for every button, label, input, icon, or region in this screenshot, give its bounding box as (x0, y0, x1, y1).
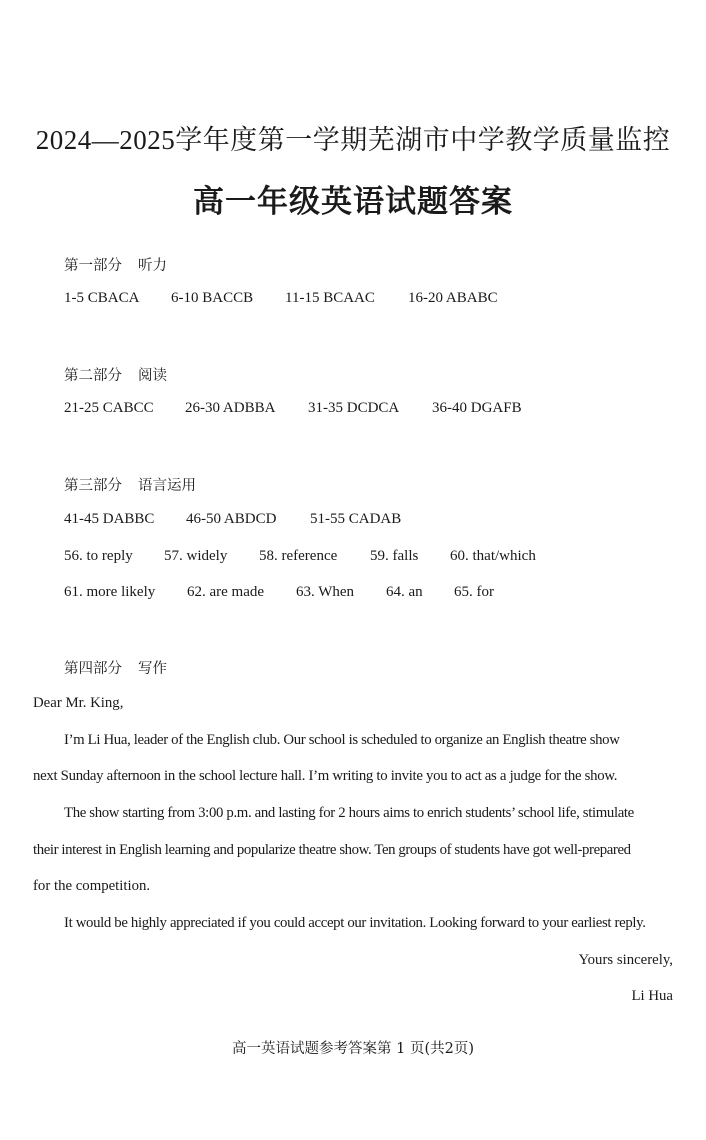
answer-item: 57. widely (164, 548, 228, 564)
section-name: 写作 (138, 661, 167, 677)
letter-line: for the competition. (33, 878, 151, 894)
answer-item: 56. to reply (64, 548, 133, 564)
section-heading-writing (64, 657, 167, 678)
letter-line: I’m Li Hua, leader of the English club. Our school is scheduled to organize an English theatre show (64, 732, 620, 748)
answer-group: 1-5 CBACA (64, 290, 140, 306)
letter-signature: Li Hua (631, 988, 673, 1004)
section-number: 第三部分 (64, 478, 122, 494)
answer-group: 51-55 CADAB (310, 511, 402, 527)
answer-group: 11-15 BCAAC (285, 290, 375, 306)
answer-item: 62. are made (187, 584, 265, 600)
answer-item: 65. for (454, 584, 494, 600)
answer-item: 59. falls (370, 548, 419, 564)
answer-item: 60. that/which (450, 548, 536, 564)
document-title: 2024—2025学年度第一学期芜湖市中学教学质量监控 (35, 125, 671, 155)
letter-salutation: Dear Mr. King, (33, 695, 124, 711)
document-subtitle: 高一年级英语试题答案 (193, 184, 513, 219)
letter-closing: Yours sincerely, (578, 952, 673, 968)
answer-group: 46-50 ABDCD (186, 511, 277, 527)
answer-group: 41-45 DABBC (64, 511, 155, 527)
section-heading-listening (64, 254, 167, 275)
answer-group: 16-20 ABABC (408, 290, 498, 306)
section-heading-reading (64, 364, 167, 385)
letter-line: The show starting from 3:00 p.m. and lasting for 2 hours aims to enrich students’ school life, stimulate (64, 805, 634, 821)
section-number: 第四部分 (64, 661, 122, 677)
section-number: 第一部分 (64, 258, 122, 274)
answer-group: 21-25 CABCC (64, 400, 154, 416)
letter-line: It would be highly appreciated if you could accept our invitation. Looking forward to your earliest reply. (64, 915, 646, 931)
page-footer: 高一英语试题参考答案第 1 页(共2页) (232, 1041, 474, 1057)
section-heading-language-use (64, 474, 196, 495)
answer-group: 36-40 DGAFB (432, 400, 522, 416)
section-number: 第二部分 (64, 368, 122, 384)
letter-line: next Sunday afternoon in the school lecture hall. I’m writing to invite you to act as a judge for the show. (33, 768, 618, 784)
answer-group: 31-35 DCDCA (308, 400, 400, 416)
section-name: 听力 (138, 258, 167, 274)
answer-item: 63. When (296, 584, 355, 600)
answer-group: 26-30 ADBBA (185, 400, 276, 416)
answer-group: 6-10 BACCB (171, 290, 254, 306)
answer-item: 64. an (386, 584, 423, 600)
letter-line: their interest in English learning and popularize theatre show. Ten groups of students have got well-prepared (33, 842, 631, 858)
section-name: 语言运用 (138, 478, 196, 494)
answer-item: 58. reference (259, 548, 338, 564)
answer-item: 61. more likely (64, 584, 156, 600)
section-name: 阅读 (138, 368, 167, 384)
